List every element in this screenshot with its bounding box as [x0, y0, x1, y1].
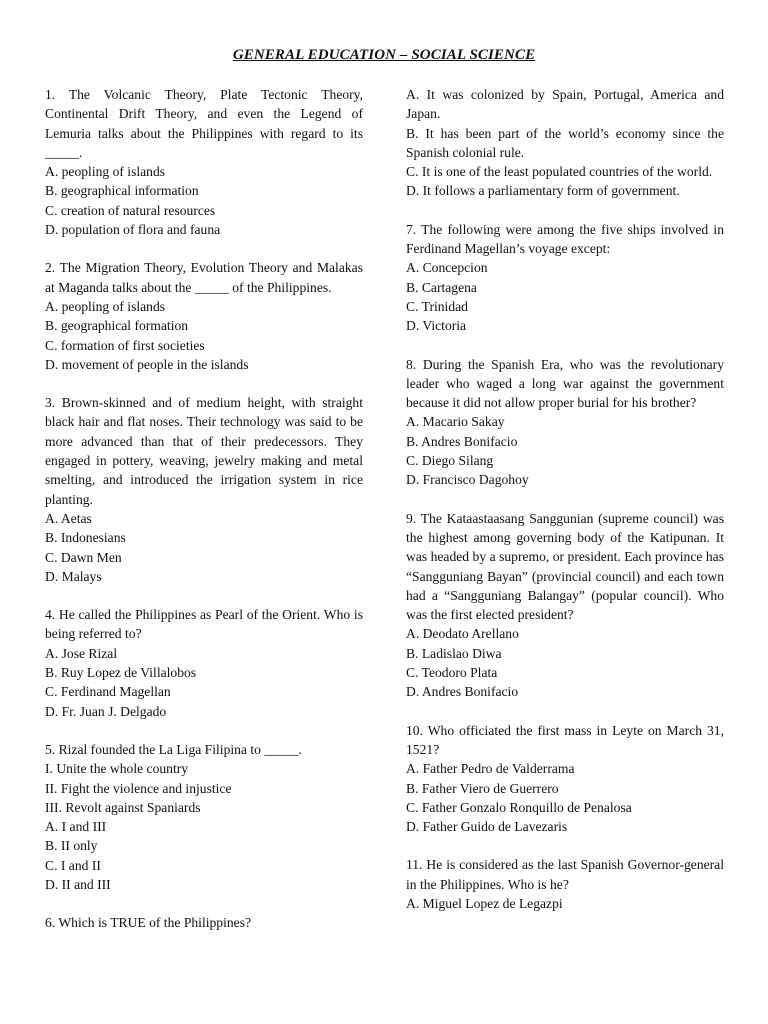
statement-item: III. Revolt against Spaniards [45, 799, 201, 815]
answer-option: C. Ferdinand Magellan [45, 684, 171, 700]
question-block [406, 355, 724, 490]
question-stem: 11. He is considered as the last Spanish Governor-general in the Philippines. Who is he? [406, 857, 724, 892]
answer-option: D. Fr. Juan J. Delgado [45, 703, 167, 719]
answer-option: C. Father Gonzalo Ronquillo de Penalosa [406, 799, 632, 815]
answer-option: C. Dawn Men [45, 549, 122, 565]
question-block [406, 85, 724, 201]
answer-option: D. movement of people in the islands [45, 356, 249, 372]
answer-option: A. It was colonized by Spain, Portugal, America and Japan. [406, 87, 724, 122]
answer-option: B. Andres Bonifacio [406, 433, 518, 449]
answer-option: A. Aetas [45, 510, 92, 526]
answer-option: C. I and II [45, 857, 101, 873]
answer-option: D. Malays [45, 568, 102, 584]
answer-option: D. Father Guido de Lavezaris [406, 819, 568, 835]
answer-option: A. Miguel Lopez de Legazpi [406, 895, 563, 911]
answer-option: B. Indonesians [45, 530, 126, 546]
right-column [406, 85, 724, 932]
question-stem: 3. Brown-skinned and of medium height, with straight black hair and flat noses. Their technology was said to be more advanced than that of their predecessors. They engaged in pottery, weaving, jewelry making and metal smelting, and introduced the irrigation system in rice planting. [45, 395, 363, 507]
answer-option: C. Trinidad [406, 298, 468, 314]
answer-option: C. It is one of the least populated countries of the world. [406, 164, 713, 180]
answer-option: C. Teodoro Plata [406, 665, 498, 681]
question-block [45, 393, 363, 586]
question-block [45, 85, 363, 239]
question-block [406, 509, 724, 702]
left-column [45, 85, 363, 952]
answer-option: C. Diego Silang [406, 453, 494, 469]
answer-option: B. Ruy Lopez de Villalobos [45, 665, 197, 681]
answer-option: B. Ladislao Diwa [406, 645, 502, 661]
answer-option: A. Jose Rizal [45, 645, 118, 661]
answer-option: A. I and III [45, 819, 107, 835]
answer-option: D. population of flora and fauna [45, 222, 221, 238]
question-stem: 5. Rizal founded the La Liga Filipina to _____. [45, 741, 302, 757]
answer-option: B. Cartagena [406, 279, 477, 295]
answer-option: B. Father Viero de Guerrero [406, 780, 559, 796]
question-stem: 1. The Volcanic Theory, Plate Tectonic Theory, Continental Drift Theory, and even the Legend of Lemuria talks about the Philippines with regard to its _____. [45, 87, 363, 160]
question-stem: 10. Who officiated the first mass in Leyte on March 31, 1521? [406, 722, 724, 757]
answer-option: D. Francisco Dagohoy [406, 472, 529, 488]
question-stem: 2. The Migration Theory, Evolution Theory and Malakas at Maganda talks about the _____ of the Philippines. [45, 260, 363, 295]
answer-option: A. Deodato Arellano [406, 626, 519, 642]
answer-option: D. II and III [45, 876, 111, 892]
question-stem: 4. He called the Philippines as Pearl of the Orient. Who is being referred to? [45, 607, 363, 642]
answer-option: C. formation of first societies [45, 337, 205, 353]
answer-option: A. peopling of islands [45, 164, 166, 180]
answer-option: A. Macario Sakay [406, 414, 505, 430]
answer-option: A. Father Pedro de Valderrama [406, 761, 575, 777]
question-stem: 7. The following were among the five ships involved in Ferdinand Magellan’s voyage except: [406, 221, 724, 257]
question-block [406, 220, 724, 336]
answer-option: B. It has been part of the world’s economy since the Spanish colonial rule. [406, 125, 724, 160]
question-block [406, 855, 724, 913]
answer-option: B. geographical information [45, 183, 199, 199]
answer-option: C. creation of natural resources [45, 202, 216, 218]
statement-item: I. Unite the whole country [45, 761, 189, 777]
question-stem: 6. Which is TRUE of the Philippines? [45, 915, 252, 931]
question-block [45, 913, 363, 932]
answer-option: A. peopling of islands [45, 298, 166, 314]
question-block [45, 605, 363, 721]
page-title: GENERAL EDUCATION – SOCIAL SCIENCE [232, 47, 536, 63]
answer-option: A. Concepcion [406, 260, 488, 276]
answer-option: B. geographical formation [45, 318, 189, 334]
answer-option: D. Victoria [406, 318, 467, 334]
answer-option: D. Andres Bonifacio [406, 684, 519, 700]
answer-option: B. II only [45, 838, 98, 854]
statement-item: II. Fight the violence and injustice [45, 780, 232, 796]
question-stem: 9. The Kataastaasang Sanggunian (supreme council) was the highest among governing body of the Katipunan. It was headed by a supremo, or president. Each province has “Sangguniang Bayan” (provincial council) and each town had a “Sangguniang Balangay” (popular council). Who was the first elected president? [406, 510, 724, 623]
question-block [45, 258, 363, 374]
question-block [406, 721, 724, 837]
question-block [45, 740, 363, 894]
answer-option: D. It follows a parliamentary form of government. [406, 183, 680, 199]
question-stem: 8. During the Spanish Era, who was the revolutionary leader who waged a long war against the government because it did not allow proper burial for his brother? [406, 356, 724, 411]
